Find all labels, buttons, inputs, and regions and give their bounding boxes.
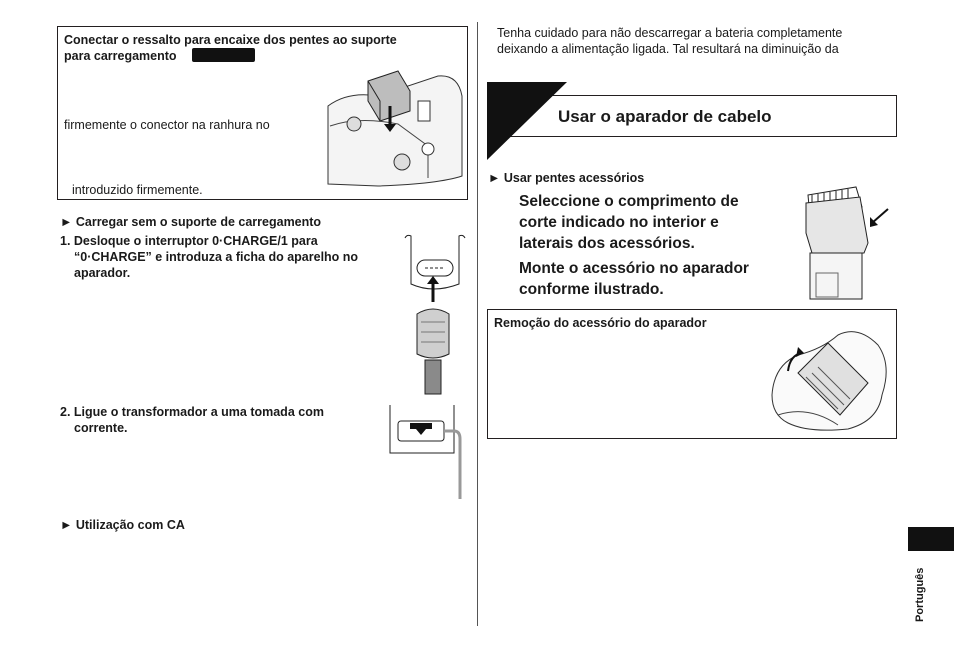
step1-line2: “0·CHARGE” e introduza a ficha do aparelho no: [74, 250, 359, 264]
instr2-line1: Monte o acessório no aparador: [519, 260, 749, 277]
charging-stand-illustration: [318, 66, 464, 188]
instr2-line2: conforme ilustrado.: [519, 281, 664, 298]
instr1-line3: laterais dos acessórios.: [519, 235, 695, 252]
step2-line1: 2. Ligue o transformador a uma tomada com: [60, 405, 324, 419]
ac-use-heading: ► Utilização com CA: [60, 518, 185, 532]
comb-removal-illustration: [768, 325, 892, 435]
removal-title: Remoção do acessório do aparador: [494, 316, 707, 330]
trimmer-comb-illustration: [800, 183, 892, 301]
step1-line1: 1. Desloque o interruptor 0·CHARGE/1 para: [60, 234, 318, 248]
column-divider: [477, 22, 478, 626]
use-combs-heading: ► Usar pentes acessórios: [488, 171, 645, 185]
side-tab-label: Português: [914, 567, 926, 622]
section-title: Usar o aparador de cabelo: [558, 107, 772, 126]
redacted-bar: [192, 48, 255, 62]
instr1-line2: corte indicado no interior e: [519, 214, 719, 231]
connect-box-title-1: Conectar o ressalto para encaixe dos pentes ao suporte: [64, 33, 397, 47]
caution-line1: Tenha cuidado para não descarregar a bateria completamente: [497, 26, 843, 40]
step1-line3: aparador.: [74, 266, 131, 280]
charge-without-stand-heading: ► Carregar sem o suporte de carregamento: [60, 215, 322, 229]
plug-illustration: [403, 232, 467, 397]
step2-line2: corrente.: [74, 421, 128, 435]
outlet-illustration: [388, 405, 468, 500]
caution-line2: deixando a alimentação ligada. Tal resultará na diminuição da: [497, 42, 839, 56]
side-tab: [908, 527, 954, 551]
section-triangle: [487, 82, 567, 160]
connect-box-text-2: introduzido firmemente.: [72, 183, 203, 197]
connect-box-text-1: firmemente o conector na ranhura no: [64, 118, 270, 132]
connect-box-title-2: para carregamento: [64, 49, 177, 63]
instr1-line1: Seleccione o comprimento de: [519, 193, 739, 210]
